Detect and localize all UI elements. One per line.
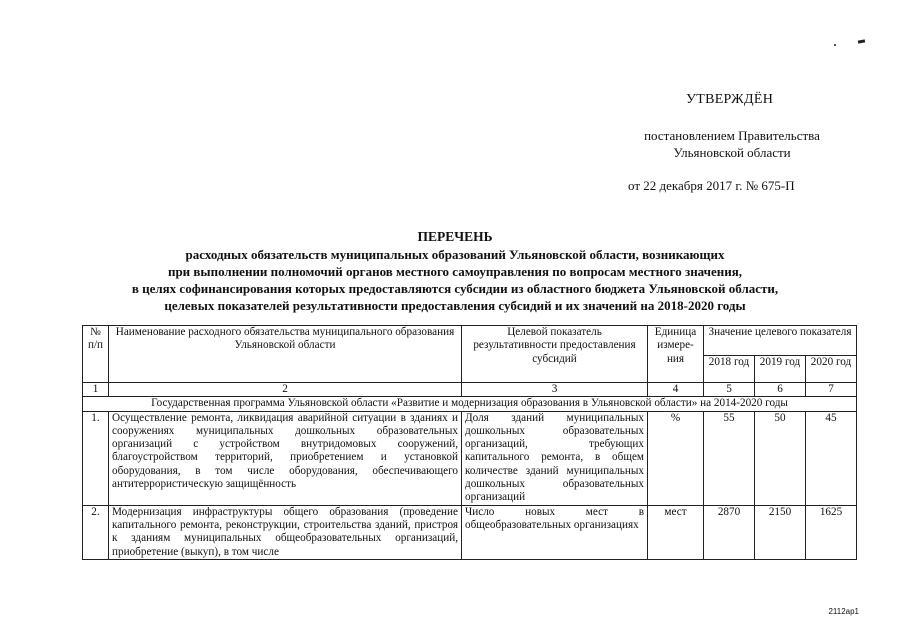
row-value-2020: 45 xyxy=(806,411,857,505)
row-value-2019: 2150 xyxy=(755,505,806,559)
row-name: Модернизация инфраструктуры общего образования (проведение капитального ремонта, реконструкции, строительства зданий, пристроя к зданиям муниципальных общеобразовательных организаций, приобретение (выкуп), в том числе xyxy=(109,505,462,559)
header-year-2018: 2018 год xyxy=(704,356,755,383)
col-number: 1 xyxy=(83,383,109,397)
program-heading: Государственная программа Ульяновской области «Развитие и модернизация образования в Ульяновской области» на 2014-2020 годы xyxy=(83,397,857,411)
row-num: 2. xyxy=(83,505,109,559)
subtitle-line-1: расходных обязательств муниципальных образований Ульяновской области, возникающих xyxy=(185,247,725,262)
header-name: Наименование расходного обязательства муниципального образования Ульяновской области xyxy=(109,326,462,383)
header-value: Значение целевого показателя xyxy=(704,326,857,356)
row-indicator: Доля зданий муниципальных дошкольных образовательных организаций, требующих капитального ремонта, в общем количестве зданий муниципальных дошкольных образовательных организаций xyxy=(462,411,648,505)
subtitle-line-2: при выполнении полномочий органов местного самоуправления по вопросам местного значения, xyxy=(167,264,743,279)
approval-authority xyxy=(612,127,852,161)
row-num: 1. xyxy=(83,411,109,505)
subtitle-line-4: целевых показателей результативности предоставления субсидий и их значений на 2018-2020 годы xyxy=(164,298,746,313)
col-number: 2 xyxy=(109,383,462,397)
corner-mark xyxy=(858,39,865,43)
document-subtitle xyxy=(60,246,850,314)
col-number: 4 xyxy=(648,383,704,397)
row-unit: мест xyxy=(648,505,704,559)
row-value-2020: 1625 xyxy=(806,505,857,559)
expenditure-table xyxy=(82,325,857,560)
header-year-2019: 2019 год xyxy=(755,356,806,383)
col-number: 3 xyxy=(462,383,648,397)
row-value-2019: 50 xyxy=(755,411,806,505)
col-number: 6 xyxy=(755,383,806,397)
col-number: 5 xyxy=(704,383,755,397)
document-title: ПЕРЕЧЕНЬ xyxy=(417,229,493,244)
row-value-2018: 2870 xyxy=(704,505,755,559)
approval-line-1: постановлением Правительства xyxy=(644,128,820,143)
subtitle-line-3: в целях софинансирования которых предоставляются субсидии из областного бюджета Ульяновской области, xyxy=(131,281,779,296)
row-name: Осуществление ремонта, ликвидация аварийной ситуации в зданиях и сооружениях муниципальных дошкольных образовательных организаций с устройством внутридомовых сооружений, благоустройством территорий, приобретением и установкой оборудования, в том числе оборудования, обеспечивающего антитеррористическую защищённость xyxy=(109,411,462,505)
header-num: № п/п xyxy=(83,326,109,383)
approval-line-2: Ульяновской области xyxy=(673,145,791,160)
header-indicator: Целевой показатель результативности предоставления субсидий xyxy=(462,326,648,383)
document-code: 2112ap1 xyxy=(828,607,859,616)
table-row xyxy=(83,505,857,559)
row-indicator: Число новых мест в общеобразовательных организациях xyxy=(462,505,648,559)
header-year-2020: 2020 год xyxy=(806,356,857,383)
row-value-2018: 55 xyxy=(704,411,755,505)
scan-dot xyxy=(834,44,836,46)
header-unit: Единица измере-ния xyxy=(648,326,704,383)
row-unit: % xyxy=(648,411,704,505)
approval-heading: УТВЕРЖДЁН xyxy=(686,92,774,107)
table-row xyxy=(83,411,857,505)
col-number: 7 xyxy=(806,383,857,397)
decree-date: от 22 декабря 2017 г. № 675-П xyxy=(628,178,795,193)
